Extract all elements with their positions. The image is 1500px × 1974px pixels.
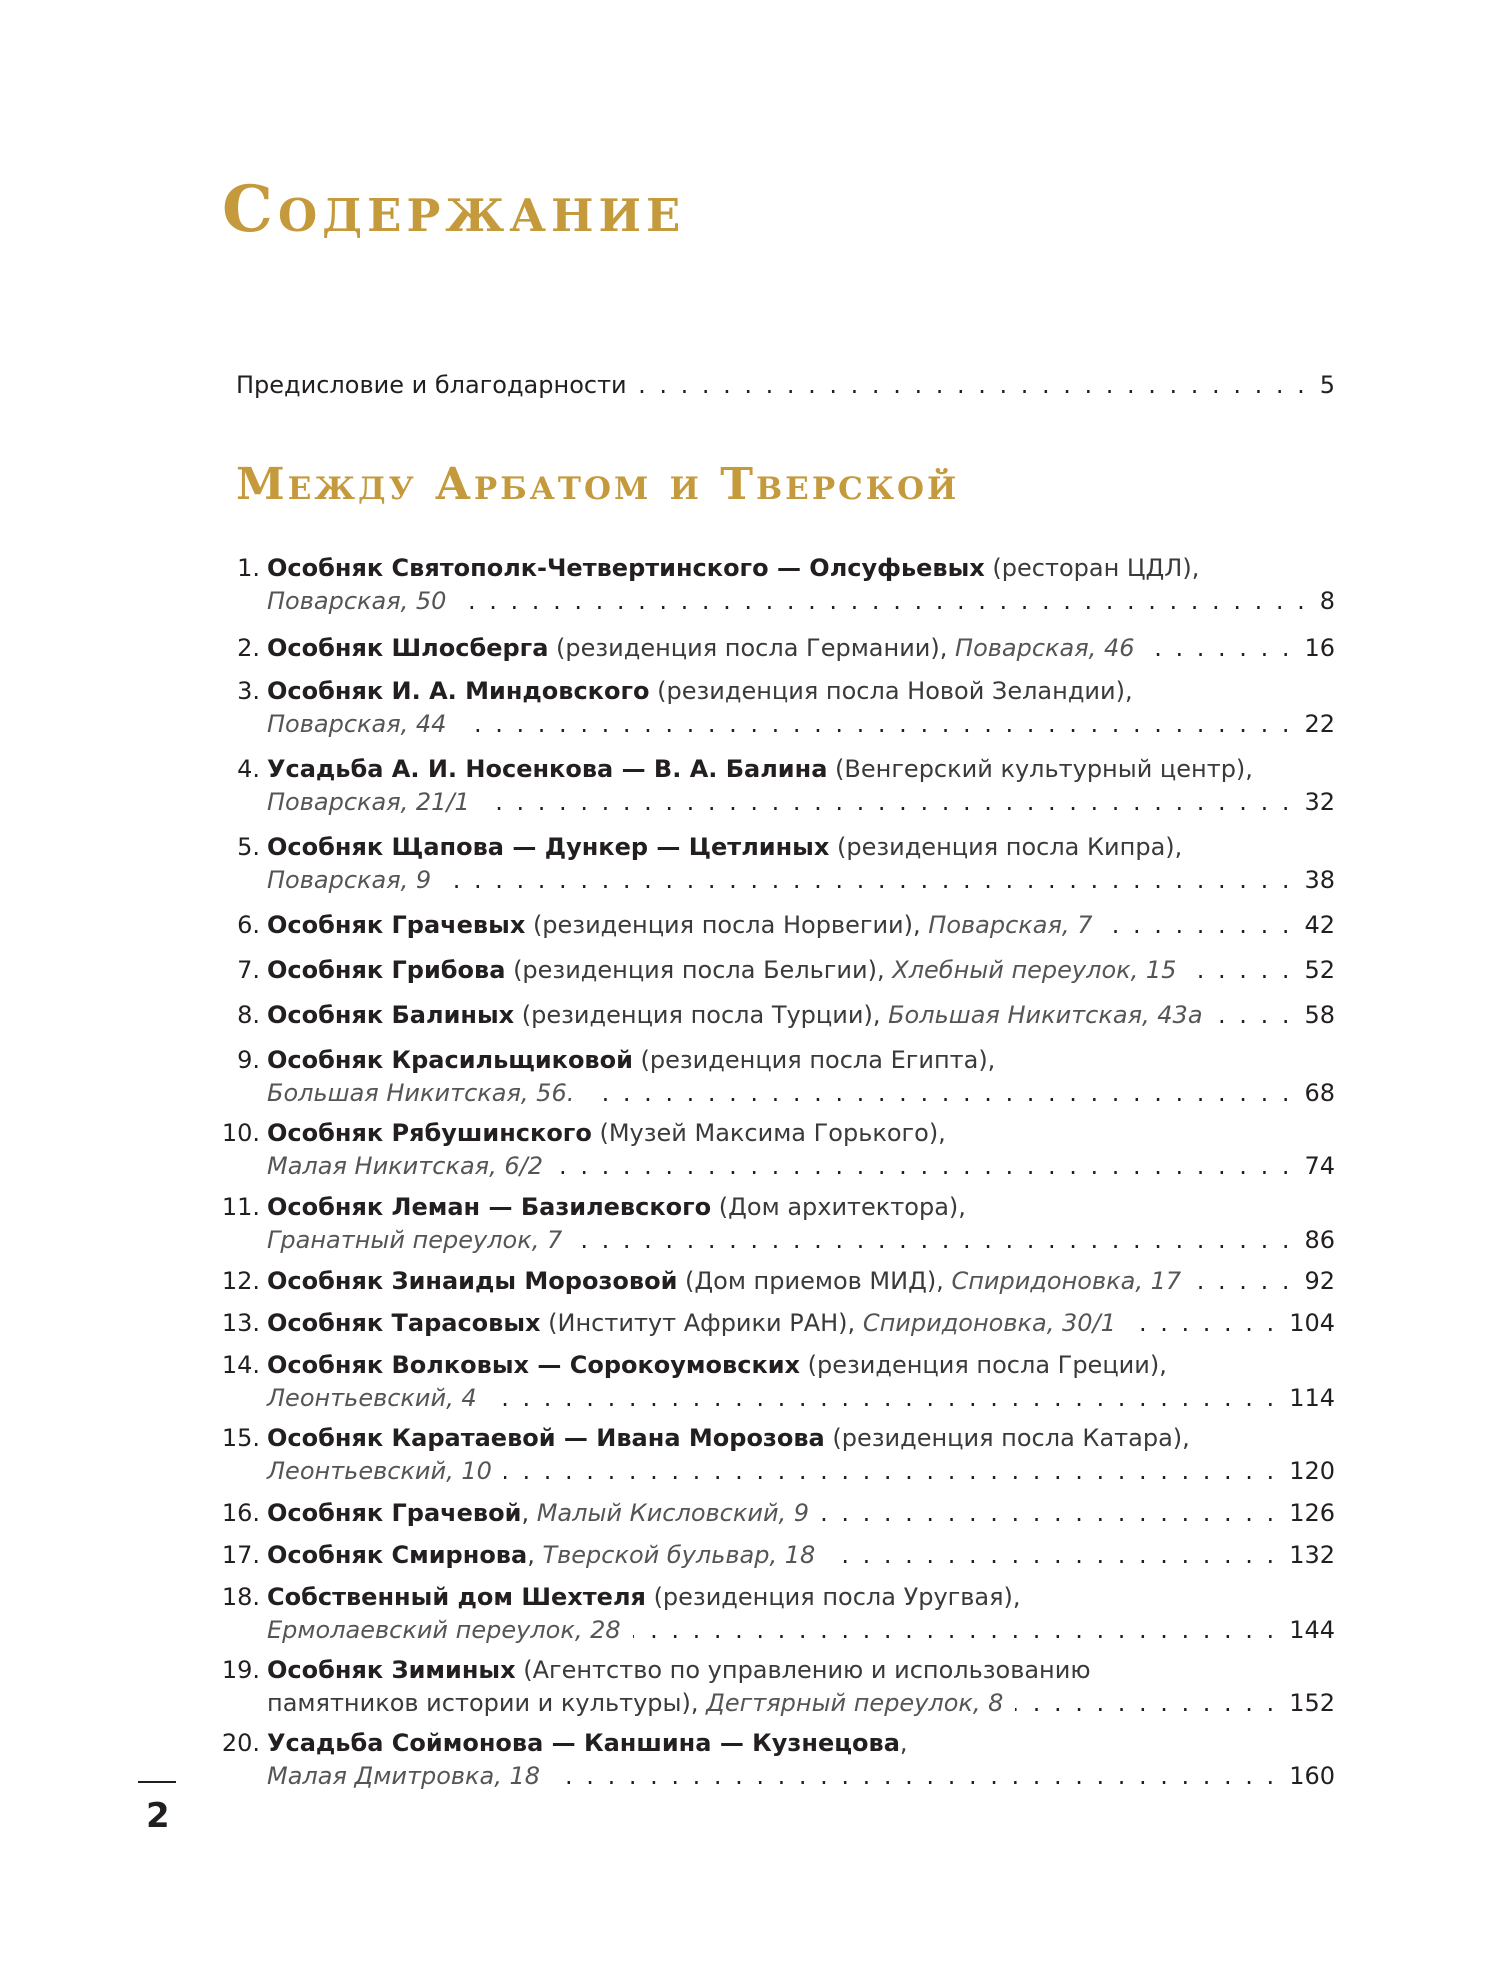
entry-institution-continued: памятников истории и культуры),: [267, 1689, 699, 1717]
entry-title: Особняк Шлосберга: [267, 634, 549, 662]
entry-title: Усадьба А. И. Носенкова — В. А. Балина: [267, 755, 828, 783]
entry-institution: (резиденция посла Бельгии),: [505, 956, 885, 984]
entry-title: Особняк Святополк-Четвертинского — Олсуфьевых: [267, 554, 985, 582]
entry-number: 19.: [221, 1656, 260, 1684]
entry-number: 5.: [237, 833, 260, 861]
entry-title: Собственный дом Шехтеля: [267, 1583, 646, 1611]
dot-leader: [1215, 998, 1293, 1032]
entry-institution: (резиденция посла Уругвая),: [645, 1583, 1021, 1611]
entry-title: Усадьба Соймонова — Каншина — Кузнецова: [267, 1729, 900, 1757]
dot-leader: [821, 1496, 1277, 1530]
entry-address: Тверской бульвар, 18: [542, 1541, 816, 1569]
entry-number: 2.: [237, 634, 260, 662]
dot-leader: [504, 1454, 1277, 1488]
dot-leader: [1104, 908, 1292, 942]
toc-entry[interactable]: [0, 953, 1500, 987]
entry-number: 13.: [221, 1309, 260, 1337]
toc-entry[interactable]: [0, 631, 1500, 665]
page-number: 22: [1304, 710, 1335, 738]
entry-address: Малая Никитская, 6/2: [267, 1152, 543, 1180]
entry-title: Особняк Красильщиковой: [267, 1046, 633, 1074]
entry-title: Особняк Грибова: [267, 956, 506, 984]
entry-institution: (резиденция посла Турции),: [514, 1001, 881, 1029]
page-number: 144: [1289, 1616, 1335, 1644]
entry-address: Поварская, 46: [955, 634, 1135, 662]
toc-entry[interactable]: [0, 1306, 1500, 1340]
entry-institution: (Венгерский культурный центр),: [827, 755, 1253, 783]
entry-number: 9.: [237, 1046, 260, 1074]
entry-number: 20.: [221, 1729, 260, 1757]
entry-address: Спиридоновка, 30/1: [862, 1309, 1116, 1337]
dot-leader: [633, 1613, 1278, 1647]
entry-number: 4.: [237, 755, 260, 783]
toc-entry[interactable]: [0, 1538, 1500, 1572]
dot-leader: [458, 707, 1292, 741]
entry-address: Малая Дмитровка, 18: [267, 1762, 541, 1790]
entry-address: Спиридоновка, 17: [951, 1267, 1182, 1295]
entry-address: Поварская, 50: [267, 587, 447, 615]
entry-title: Особняк Леман — Базилевского: [267, 1193, 712, 1221]
page-number: 5: [1319, 371, 1335, 399]
page-number: 126: [1289, 1499, 1335, 1527]
entry-number: 10.: [221, 1119, 260, 1147]
dot-leader: [552, 1759, 1277, 1793]
section-title: Между Арбатом и Тверской: [236, 459, 960, 510]
entry-number: 14.: [221, 1351, 260, 1379]
entry-number: 17.: [221, 1541, 260, 1569]
page-title: Содержание: [222, 172, 686, 247]
dot-leader: [586, 1076, 1292, 1110]
page-number: 104: [1289, 1309, 1335, 1337]
entry-number: 16.: [221, 1499, 260, 1527]
entry-title: Особняк Грачевой: [267, 1499, 522, 1527]
dot-leader: [443, 863, 1292, 897]
entry-address: Поварская, 21/1: [267, 788, 470, 816]
entry-title: Особняк Зиминых: [267, 1656, 516, 1684]
entry-institution: ,: [521, 1499, 530, 1527]
page-number: 16: [1304, 634, 1335, 662]
entry-number: 8.: [237, 1001, 260, 1029]
page-number: 160: [1289, 1762, 1335, 1790]
page-number: 58: [1304, 1001, 1335, 1029]
toc-entry[interactable]: [0, 908, 1500, 942]
entry-title: Особняк Волковых — Сорокоумовских: [267, 1351, 801, 1379]
entry-number: 18.: [221, 1583, 260, 1611]
entry-number: 3.: [237, 677, 260, 705]
entry-address: Леонтьевский, 4: [267, 1384, 477, 1412]
dot-leader: [574, 1223, 1292, 1257]
entry-institution: (резиденция посла Катара),: [824, 1424, 1190, 1452]
entry-title: Особняк И. А. Миндовского: [267, 677, 650, 705]
dot-leader: [827, 1538, 1277, 1572]
page-number: 42: [1304, 911, 1335, 939]
entry-title: Особняк Зинаиды Морозовой: [267, 1267, 678, 1295]
page-number: 120: [1289, 1457, 1335, 1485]
entry-number: 6.: [237, 911, 260, 939]
entry-number: 7.: [237, 956, 260, 984]
page-number: 74: [1304, 1152, 1335, 1180]
dot-leader: [1188, 953, 1292, 987]
page-number: 152: [1289, 1689, 1335, 1717]
entry-institution: (Дом приемов МИД),: [677, 1267, 944, 1295]
page-number: 92: [1304, 1267, 1335, 1295]
entry-institution: (резиденция посла Норвегии),: [525, 911, 921, 939]
dot-leader: [489, 1381, 1278, 1415]
entry-address: Дегтярный переулок, 8: [706, 1689, 1004, 1717]
page-number: 86: [1304, 1226, 1335, 1254]
entry-title: Особняк Грачевых: [267, 911, 526, 939]
entry-institution: ,: [527, 1541, 535, 1569]
toc-entry-preface[interactable]: [0, 368, 1500, 402]
entry-address: Поварская, 44: [267, 710, 447, 738]
entry-institution: (Музей Максима Горького),: [591, 1119, 946, 1147]
folio-rule: [138, 1781, 176, 1783]
toc-entry[interactable]: [0, 1496, 1500, 1530]
entry-institution: (резиденция посла Германии),: [548, 634, 948, 662]
entry-title: Особняк Балиных: [267, 1001, 515, 1029]
page-number: 52: [1304, 956, 1335, 984]
dot-leader: [1128, 1306, 1277, 1340]
dot-leader: [1193, 1264, 1292, 1298]
entry-address: Малый Кисловский, 9: [536, 1499, 810, 1527]
entry-address: Поварская, 9: [267, 866, 432, 894]
dot-leader: [1146, 631, 1292, 665]
entry-institution: (резиденция посла Новой Зеландии),: [649, 677, 1133, 705]
entry-institution: (резиденция посла Египта),: [632, 1046, 996, 1074]
entry-title: Особняк Каратаевой — Ивана Морозова: [267, 1424, 825, 1452]
entry-address: Гранатный переулок, 7: [267, 1226, 563, 1254]
toc-entry[interactable]: [0, 1264, 1500, 1298]
entry-title: Особняк Тарасовых: [267, 1309, 541, 1337]
entry-number: 11.: [221, 1193, 260, 1221]
page-number: 38: [1304, 866, 1335, 894]
entry-title: Особняк Рябушинского: [267, 1119, 592, 1147]
toc-entry[interactable]: [0, 998, 1500, 1032]
page-number: 68: [1304, 1079, 1335, 1107]
page-number: 132: [1289, 1541, 1335, 1569]
page-number: 114: [1289, 1384, 1335, 1412]
entry-title: Особняк Смирнова: [267, 1541, 528, 1569]
entry-address: Поварская, 7: [928, 911, 1093, 939]
entry-number: 1.: [237, 554, 260, 582]
dot-leader: [1015, 1686, 1277, 1720]
page-folio: 2: [146, 1796, 170, 1836]
entry-institution: (Дом архитектора),: [711, 1193, 966, 1221]
entry-institution: (резиденция посла Кипра),: [829, 833, 1183, 861]
entry-institution: (резиденция посла Греции),: [800, 1351, 1167, 1379]
dot-leader: [458, 584, 1307, 618]
entry-institution: ,: [899, 1729, 908, 1757]
entry-address: Леонтьевский, 10: [267, 1457, 492, 1485]
entry-number: 12.: [221, 1267, 260, 1295]
entry-address: Большая Никитская, 43а: [888, 1001, 1203, 1029]
dot-leader: [639, 368, 1308, 402]
entry-address: Большая Никитская, 56.: [267, 1079, 575, 1107]
entry-institution: (Агентство по управлению и использованию: [515, 1656, 1091, 1684]
dot-leader: [555, 1149, 1292, 1183]
page-number: 32: [1304, 788, 1335, 816]
entry-number: 15.: [221, 1424, 260, 1452]
entry-address: Ермолаевский переулок, 28: [267, 1616, 621, 1644]
entry-address: Хлебный переулок, 15: [892, 956, 1177, 984]
page-number: 8: [1319, 587, 1335, 615]
entry-title: Особняк Щапова — Дункер — Цетлиных: [267, 833, 830, 861]
entry-title: Предисловие и благодарности: [236, 371, 627, 399]
dot-leader: [482, 785, 1293, 819]
entry-institution: (Институт Африки РАН),: [540, 1309, 856, 1337]
entry-institution: (ресторан ЦДЛ),: [984, 554, 1200, 582]
